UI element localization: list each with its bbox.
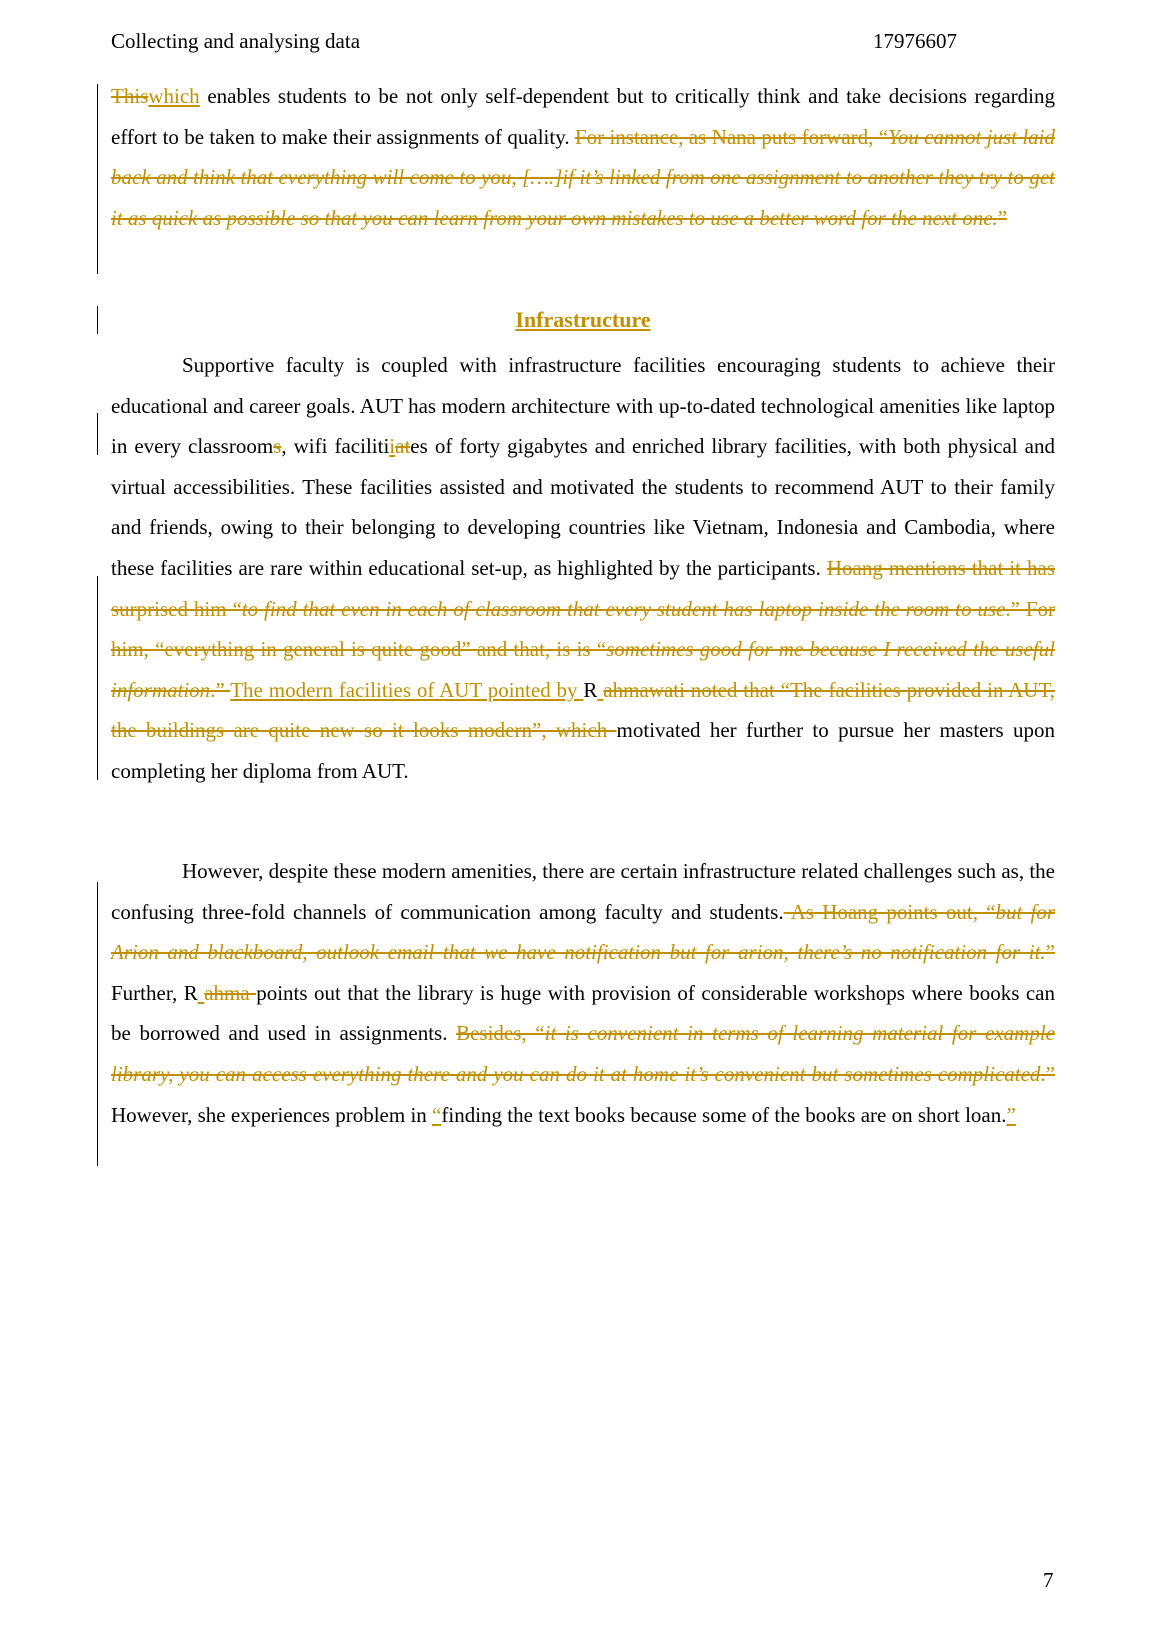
text-run: However, despite these modern amenities, there are certain infrastructure related challenges such as, the confusing three-fold channels of communication among faculty and students. — [111, 859, 1055, 924]
running-header-student-id: 17976607 — [873, 29, 957, 53]
deleted-quote: to find that even in each of classroom that every student has laptop inside the room to use — [241, 596, 1006, 621]
paragraph-challenges — [111, 851, 1055, 1135]
text-run: R — [583, 677, 598, 702]
paragraph-infrastructure — [111, 345, 1055, 792]
deleted-quote: but for Arion and blackboard, outlook email that we have notification but for arion, there’s no notification for it. — [111, 899, 1055, 965]
deleted-text: .” — [1040, 1061, 1055, 1086]
text-run: motivated her further to pursue her masters upon completing her diploma from AUT. — [111, 718, 1055, 783]
text-run: , wifi faciliti — [281, 434, 390, 459]
change-bar — [97, 413, 98, 455]
text-run: enables students to be not only self-dependent but to critically think and take decisions regarding effort to be taken to make their assignments of quality. — [111, 84, 1055, 149]
inserted-text: “ — [432, 1102, 442, 1127]
inserted-text: i — [389, 434, 396, 459]
deleted-text: .” For him, “everything in general is quite good” and that, is is “ — [111, 596, 1055, 662]
change-bar — [97, 84, 98, 274]
deleted-text: For instance, as Nana puts forward, “ — [574, 124, 889, 149]
deleted-text: ” — [1045, 940, 1055, 965]
deleted-text: As Hoang points out, “ — [783, 899, 996, 924]
deleted-text: ahmawati noted that “The facilities provided in AUT, the buildings are quite new so it looks modern”, which — [111, 677, 1055, 743]
paragraph-intro — [111, 76, 1055, 238]
inserted-text: ” — [1006, 1102, 1016, 1127]
inserted-text: which — [148, 84, 200, 108]
change-bar — [97, 882, 98, 1166]
deleted-text: .” — [210, 677, 231, 702]
text-run: However, she experiences problem in — [111, 1102, 433, 1127]
change-bar — [97, 576, 98, 780]
section-heading: Infrastructure — [515, 307, 651, 332]
deleted-text: Besides, “ — [456, 1021, 545, 1046]
text-run: es of forty gigabytes and enriched library facilities, with both physical and virtual accessibilities. These facilities assisted and motivated the students to recommend AUT to their family and friends, owing to their belonging to developing countries like Vietnam, Indonesia and Cambodia, where these facilities are rare within educational set-up, as highlighted by the participants. — [111, 434, 1055, 580]
deleted-text: This — [111, 84, 149, 108]
text-run: points out that the library is huge with provision of considerable workshops where books can be borrowed and used in assignments. — [111, 980, 1055, 1046]
text-run: finding the text books because some of the books are on short loan. — [441, 1102, 1007, 1127]
text-run: Further, R — [111, 980, 198, 1005]
change-bar — [97, 306, 98, 334]
deleted-quote: You cannot just laid back and think that everything will come to you, [….]if it’s linked from one assignment to another they try to get it as quick as possible so that you can learn from your own mistakes to use a better word for the next one. — [111, 124, 1055, 230]
deleted-text: ahma — [204, 980, 257, 1005]
page-number: 7 — [1043, 1568, 1054, 1592]
deleted-quote: it is convenient in terms of learning material for example library, you can access everything there and you can do it at home it’s convenient but sometimes complicated — [111, 1021, 1055, 1086]
inserted-text: The modern facilities of AUT pointed by — [230, 677, 584, 702]
text-run: Supportive faculty is coupled with infrastructure facilities encouraging students to achieve their educational and career goals. AUT has modern architecture with up-to-dated technological amenities like laptop in every classroom — [111, 353, 1055, 459]
deleted-text: s — [273, 434, 282, 459]
deleted-text: at — [395, 434, 411, 459]
deleted-text: Hoang mentions that it has surprised him “ — [111, 555, 1056, 621]
running-header-title: Collecting and analysing data — [111, 29, 361, 53]
deleted-quote: sometimes good for me because I received the useful information — [111, 637, 1055, 702]
deleted-text: ” — [997, 205, 1008, 230]
